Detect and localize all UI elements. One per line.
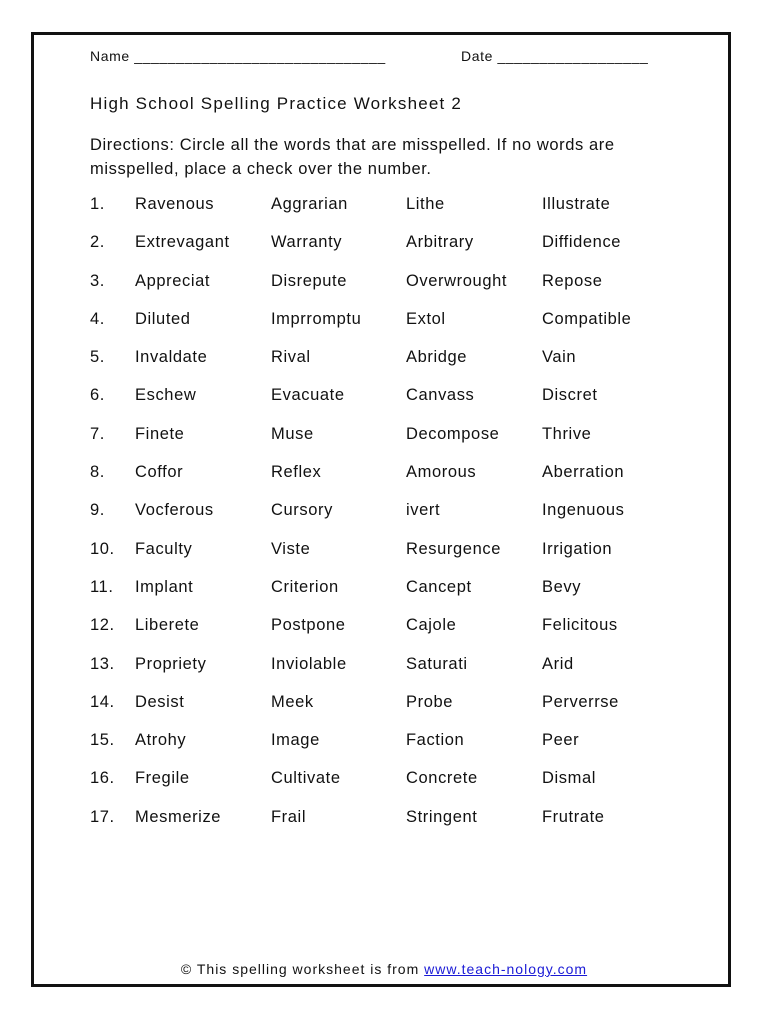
spelling-word: Concrete: [406, 769, 478, 788]
spelling-word: Felicitous: [542, 616, 618, 635]
spelling-word: Arbitrary: [406, 233, 474, 252]
spelling-word: Implant: [135, 577, 194, 596]
row-number: 8.: [90, 463, 105, 482]
spelling-word: Warranty: [271, 233, 343, 252]
name-field-line: Name ______________________________: [90, 48, 386, 64]
spelling-word: Cultivate: [271, 769, 341, 788]
footer-text: © This spelling worksheet is from: [180, 961, 425, 977]
spelling-word: Desist: [135, 692, 185, 711]
spelling-word: Aberration: [542, 463, 625, 482]
row-number: 6.: [90, 386, 105, 405]
spelling-word: Cursory: [271, 501, 333, 520]
row-number: 17.: [90, 807, 115, 826]
spelling-word: Appreciat: [135, 271, 211, 290]
footer: [0, 961, 768, 977]
spelling-word: Fregile: [135, 769, 190, 788]
spelling-word: Probe: [406, 692, 454, 711]
spelling-word: Cancept: [406, 577, 472, 596]
spelling-word: Repose: [542, 271, 603, 290]
spelling-word: Mesmerize: [135, 807, 222, 826]
spelling-word: Finete: [135, 424, 185, 443]
spelling-word: Stringent: [406, 807, 478, 826]
spelling-word: Arid: [542, 654, 574, 673]
spelling-word: Discret: [542, 386, 598, 405]
row-number: 10.: [90, 539, 115, 558]
spelling-word: Rival: [271, 348, 311, 367]
spelling-word: Frutrate: [542, 807, 605, 826]
spelling-word: ivert: [406, 501, 441, 520]
spelling-word: Saturati: [406, 654, 468, 673]
date-field-line: Date __________________: [461, 48, 649, 64]
spelling-word: Irrigation: [542, 539, 613, 558]
spelling-word: Ingenuous: [542, 501, 625, 520]
spelling-word: Viste: [271, 539, 311, 558]
row-number: 11.: [90, 577, 114, 596]
spelling-word: Evacuate: [271, 386, 345, 405]
spelling-word: Faculty: [135, 539, 193, 558]
row-number: 12.: [90, 616, 115, 635]
spelling-word: Eschew: [135, 386, 197, 405]
spelling-word: Reflex: [271, 463, 322, 482]
spelling-word: Propriety: [135, 654, 207, 673]
spelling-word: Frail: [271, 807, 307, 826]
row-number: 13.: [90, 654, 115, 673]
spelling-word: Liberete: [135, 616, 200, 635]
footer-link[interactable]: www.teach-nology.com: [424, 961, 588, 977]
row-number: 7.: [90, 424, 105, 443]
spelling-word: Criterion: [271, 577, 339, 596]
spelling-word: Overwrought: [406, 271, 508, 290]
spelling-word: Vocferous: [135, 501, 214, 520]
row-number: 5.: [90, 348, 105, 367]
spelling-word: Coffor: [135, 463, 184, 482]
row-number: 14.: [90, 692, 115, 711]
spelling-word: Lithe: [406, 195, 445, 213]
spelling-word: Diffidence: [542, 233, 622, 252]
spelling-word: Illustrate: [542, 195, 611, 213]
spelling-word: Invaldate: [135, 348, 208, 367]
spelling-word: Extol: [406, 309, 446, 328]
spelling-word: Meek: [271, 692, 314, 711]
spelling-word: Disrepute: [271, 271, 348, 290]
spelling-word: Faction: [406, 731, 465, 750]
spelling-word: Image: [271, 731, 320, 750]
spelling-word: Imprromptu: [271, 309, 362, 328]
spelling-word: Decompose: [406, 424, 500, 443]
spelling-word: Amorous: [406, 463, 477, 482]
spelling-word: Peer: [542, 731, 580, 750]
directions-text: Directions: Circle all the words that are misspelled. If no words are misspelled, place a check over the number.: [90, 136, 615, 178]
row-number: 1.: [90, 195, 105, 213]
spelling-word: Aggrarian: [271, 195, 348, 213]
spelling-word: Bevy: [542, 577, 582, 596]
row-number: 2.: [90, 233, 105, 252]
row-number: 3.: [90, 271, 105, 290]
worksheet-title: High School Spelling Practice Worksheet 2: [90, 94, 463, 113]
spelling-word: Cajole: [406, 616, 457, 635]
spelling-word: Vain: [542, 348, 577, 367]
spelling-word: Abridge: [406, 348, 468, 367]
spelling-word: Ravenous: [135, 195, 215, 213]
row-number: 4.: [90, 309, 105, 328]
spelling-word: Atrohy: [135, 731, 187, 750]
spelling-word: Postpone: [271, 616, 346, 635]
spelling-word: Muse: [271, 424, 314, 443]
spelling-word: Diluted: [135, 309, 191, 328]
spelling-word: Thrive: [542, 424, 592, 443]
spelling-word: Canvass: [406, 386, 475, 405]
row-number: 9.: [90, 501, 105, 520]
spelling-word: Resurgence: [406, 539, 501, 558]
row-number: 16.: [90, 769, 115, 788]
spelling-word: Dismal: [542, 769, 597, 788]
spelling-word: Inviolable: [271, 654, 347, 673]
row-number: 15.: [90, 731, 115, 750]
spelling-word: Perverrse: [542, 692, 619, 711]
spelling-word: Compatible: [542, 309, 632, 328]
spelling-word: Extrevagant: [135, 233, 230, 252]
